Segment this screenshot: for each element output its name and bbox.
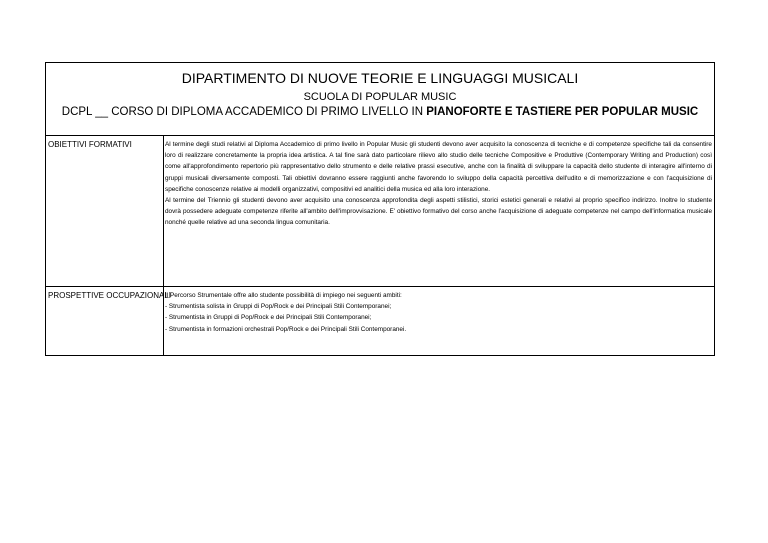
column-divider (163, 287, 164, 355)
prospects-item: - Strumentista in Gruppi di Pop/Rock e dei Principali Stili Contemporanei; (165, 314, 372, 322)
objectives-paragraph-2: Al termine del Triennio gli studenti devono aver acquisito una conoscenza approfondita degli aspetti stilistici, storici estetici generali e relativi al proprio specifico indirizzo. Inoltre lo studente dovrà possedere adeguate competenze riferite all'ambito dell'improvvisazione. E' obiettivo formativo del corso anche l'acquisizione di adeguate competenze nel campo dell'informatica musicale nonché quelle relative ad una seconda lingua comunitaria. (165, 197, 712, 227)
document-table (45, 62, 715, 356)
course-title (46, 105, 714, 120)
course-prefix: DCPL __ CORSO DI DIPLOMA ACCADEMICO DI PRIMO LIVELLO IN (61, 106, 427, 118)
department-title: DIPARTIMENTO DI NUOVE TEORIE E LINGUAGGI MUSICALI (181, 70, 579, 86)
prospects-label: PROSPETTIVE OCCUPAZIONALI (48, 291, 171, 300)
table-header (46, 63, 714, 136)
prospects-text (165, 290, 712, 335)
course-name: PIANOFORTE E TASTIERE PER POPULAR MUSIC (426, 106, 699, 118)
prospects-intro: Il Percorso Strumentale offre allo studente possibilità di impiego nei seguenti ambiti: (165, 292, 402, 299)
objectives-row (46, 136, 714, 287)
column-divider (163, 136, 164, 286)
school-name: SCUOLA DI POPULAR MUSIC (303, 91, 457, 103)
objectives-text (165, 139, 712, 229)
objectives-label: OBIETTIVI FORMATIVI (48, 140, 132, 149)
prospects-item: - Strumentista in formazioni orchestrali Pop/Rock e dei Principali Stili Contemporanei. (165, 325, 407, 333)
objectives-paragraph-1: Al termine degli studi relativi al Diploma Accademico di primo livello in Popular Music gli studenti devono aver acquisito la conoscenza di tecniche e di competenze specifiche tali da consentire loro di realizzare concretamente la propria idea artistica. A tal fine sarà dato particolare rilievo allo studio delle tecniche Compositive e Produttive (Contemporary Writing and Production) così come all'approfondimento repertorio più rappresentativo dello strumento e delle relative prassi esecutive, anche con la finalità di sviluppare la capacità dello studente di interagire all'interno di gruppi musicali diversamente composti. Tali obiettivi dovranno essere raggiunti anche favorendo lo sviluppo della capacità percettiva dell'udito e di memorizzazione e con l'acquisizione di specifiche conoscenze relative ai modelli organizzativi, compositivi ed analitici della musica ed alla loro interazione. (165, 141, 712, 193)
prospects-row (46, 287, 714, 355)
prospects-item: - Strumentista solista in Gruppi di Pop/Rock e dei Principali Stili Contemporanei; (165, 303, 392, 311)
